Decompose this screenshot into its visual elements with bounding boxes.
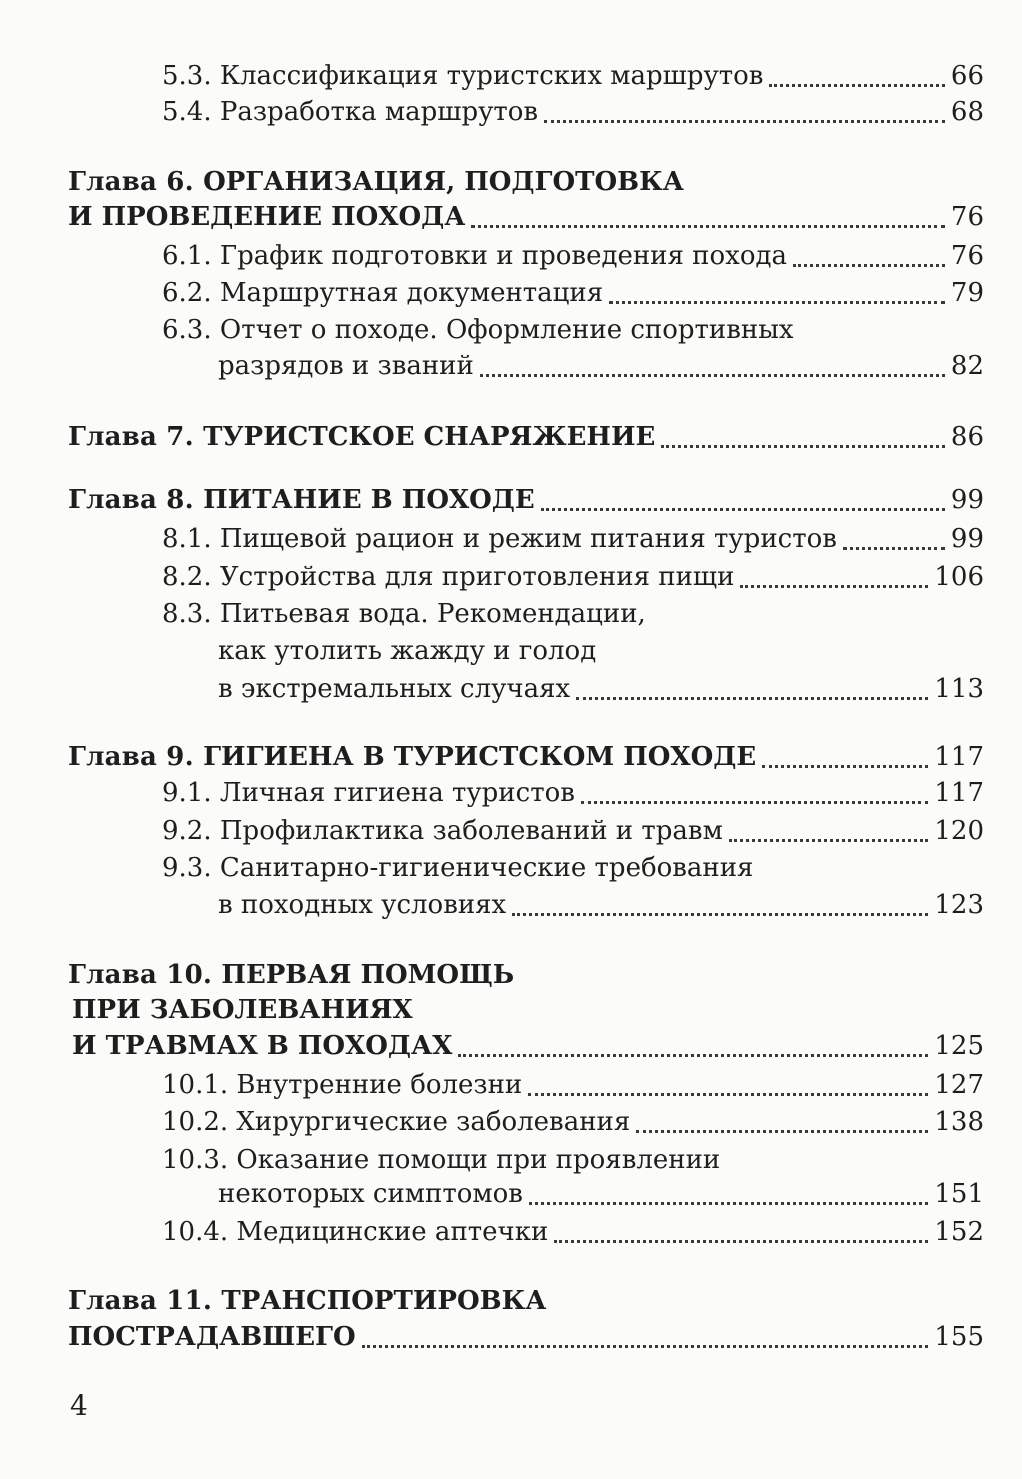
- toc-entry-text: [68, 1318, 358, 1356]
- chapter-title: ПРИ ЗАБОЛЕВАНИЯХ: [72, 995, 413, 1025]
- chapter-title: И ПРОВЕДЕНИЕ ПОХОДА: [68, 202, 466, 232]
- dot-leader: [458, 1054, 928, 1057]
- chapter-title: ТРАНСПОРТИРОВКА: [221, 1286, 547, 1316]
- section-title: 8.1. Пищевой рацион и режим питания туристов: [162, 524, 837, 554]
- page-ref: 82: [950, 351, 984, 381]
- toc-chapter-line[interactable]: [0, 418, 1022, 456]
- chapter-title: ТУРИСТСКОЕ СНАРЯЖЕНИЕ: [203, 422, 656, 452]
- page-ref: 120: [934, 816, 984, 846]
- toc-chapter-line[interactable]: [0, 956, 1022, 994]
- dot-leader: [528, 1093, 928, 1096]
- section-title: 9.2. Профилактика заболеваний и травм: [162, 816, 723, 846]
- dot-leader: [740, 585, 928, 588]
- page-ref: 76: [950, 202, 984, 232]
- toc-entry-text: [162, 237, 789, 275]
- page-ref: 151: [934, 1179, 984, 1209]
- toc-section-line[interactable]: [0, 849, 1022, 887]
- page-ref: 113: [934, 674, 984, 704]
- toc-section-line[interactable]: [0, 886, 1022, 924]
- toc-section-line[interactable]: [0, 274, 1022, 312]
- chapter-label: Глава 7.: [68, 422, 204, 452]
- toc-entry-text: [68, 1282, 548, 1320]
- page-ref: 138: [934, 1107, 984, 1137]
- toc-section-line[interactable]: [0, 237, 1022, 275]
- toc-chapter-line[interactable]: [0, 163, 1022, 201]
- toc-entry-text: [162, 274, 605, 312]
- toc-entry-text: [68, 956, 516, 994]
- toc-section-line[interactable]: [0, 1213, 1022, 1251]
- page-ref: 76: [950, 241, 984, 271]
- toc-section-line[interactable]: [0, 93, 1022, 131]
- page-ref: 86: [950, 422, 984, 452]
- toc-section-line[interactable]: [0, 1141, 1022, 1179]
- toc-entry-text: [68, 418, 657, 456]
- section-title: 5.3. Классификация туристских маршрутов: [162, 61, 764, 91]
- page-ref: 155: [934, 1322, 984, 1352]
- toc-entry-text: [162, 520, 839, 558]
- dot-leader: [729, 839, 928, 842]
- dot-leader: [541, 508, 945, 511]
- chapter-label: Глава 8.: [68, 485, 204, 515]
- page-ref: 79: [950, 278, 984, 308]
- dot-leader: [793, 264, 945, 267]
- toc-section-line[interactable]: [0, 57, 1022, 95]
- page-number: 4: [70, 1389, 88, 1422]
- section-title: 6.1. График подготовки и проведения похода: [162, 241, 787, 271]
- dot-leader: [529, 1202, 928, 1205]
- section-title: разрядов и званий: [218, 351, 474, 381]
- toc-entry-text: [162, 93, 540, 131]
- section-title: как утолить жажду и голод: [218, 636, 597, 666]
- chapter-title: ГИГИЕНА В ТУРИСТСКОМ ПОХОДЕ: [203, 742, 757, 772]
- dot-leader: [636, 1130, 928, 1133]
- section-title: 10.1. Внутренние болезни: [162, 1070, 523, 1100]
- page-ref: 127: [934, 1070, 984, 1100]
- chapter-title: ПОСТРАДАВШЕГО: [68, 1322, 356, 1352]
- dot-leader: [581, 801, 928, 804]
- toc-section-line[interactable]: [0, 1103, 1022, 1141]
- toc-entry-text: [218, 670, 572, 708]
- page-ref: 125: [934, 1031, 984, 1061]
- page-ref: 152: [934, 1217, 984, 1247]
- dot-leader: [480, 374, 945, 377]
- toc-entry-text: [162, 57, 765, 95]
- toc-entry-text: [218, 347, 476, 385]
- section-title: некоторых симптомов: [218, 1179, 523, 1209]
- section-title: 9.3. Санитарно-гигиенические требования: [162, 853, 754, 883]
- toc-entry-text: [162, 1213, 550, 1251]
- toc-section-line[interactable]: [0, 595, 1022, 633]
- toc-section-line[interactable]: [0, 1066, 1022, 1104]
- toc-entry-text: [162, 849, 755, 887]
- dot-leader: [512, 913, 928, 916]
- toc-section-line[interactable]: [0, 311, 1022, 349]
- toc-chapter-line[interactable]: [0, 1027, 1022, 1065]
- chapter-title: И ТРАВМАХ В ПОХОДАХ: [72, 1031, 453, 1061]
- page-ref: 106: [934, 562, 984, 592]
- page-ref: 68: [950, 97, 984, 127]
- toc-entry-text: [162, 311, 796, 349]
- dot-leader: [554, 1240, 928, 1243]
- toc-entry-text: [218, 886, 508, 924]
- chapter-title: ПИТАНИЕ В ПОХОДЕ: [203, 485, 535, 515]
- dot-leader: [762, 765, 928, 768]
- chapter-label: Глава 10.: [68, 960, 222, 990]
- toc-section-line[interactable]: [0, 347, 1022, 385]
- section-title: в походных условиях: [218, 890, 507, 920]
- dot-leader: [576, 697, 928, 700]
- toc-entry-text: [162, 1066, 524, 1104]
- page-ref: 66: [950, 61, 984, 91]
- dot-leader: [544, 120, 945, 123]
- section-title: в экстремальных случаях: [218, 674, 571, 704]
- toc-entry-text: [162, 812, 725, 850]
- dot-leader: [661, 445, 945, 448]
- toc-section-line[interactable]: [0, 558, 1022, 596]
- toc-entry-text: [162, 1103, 632, 1141]
- toc-entry-text: [68, 198, 467, 236]
- toc-section-line[interactable]: [0, 774, 1022, 812]
- section-title: 10.2. Хирургические заболевания: [162, 1107, 631, 1137]
- dot-leader: [769, 84, 945, 87]
- toc-section-line[interactable]: [0, 812, 1022, 850]
- toc-section-line[interactable]: [0, 670, 1022, 708]
- toc-entry-text: [162, 774, 577, 812]
- section-title: 8.2. Устройства для приготовления пищи: [162, 562, 735, 592]
- toc-entry-text: [162, 1141, 722, 1179]
- toc-chapter-line[interactable]: [0, 1282, 1022, 1320]
- dot-leader: [609, 301, 945, 304]
- toc-chapter-line[interactable]: [0, 481, 1022, 519]
- toc-entry-text: [72, 991, 415, 1029]
- section-title: 6.3. Отчет о походе. Оформление спортивных: [162, 315, 794, 345]
- dot-leader: [471, 225, 945, 228]
- chapter-label: Глава 11.: [68, 1286, 222, 1316]
- toc-entry-text: [68, 163, 686, 201]
- page-ref: 123: [934, 890, 984, 920]
- toc-section-line[interactable]: [0, 632, 1022, 670]
- section-title: 5.4. Разработка маршрутов: [162, 97, 539, 127]
- page-ref: 117: [934, 742, 984, 772]
- page-ref: 117: [934, 778, 984, 808]
- toc-entry-text: [162, 558, 736, 596]
- toc-chapter-line[interactable]: [0, 991, 1022, 1029]
- toc-entry-text: [68, 738, 758, 776]
- toc-chapter-line[interactable]: [0, 738, 1022, 776]
- toc-entry-text: [72, 1027, 454, 1065]
- toc-entry-text: [218, 1175, 525, 1213]
- chapter-title: ПЕРВАЯ ПОМОЩЬ: [221, 960, 515, 990]
- chapter-title: ОРГАНИЗАЦИЯ, ПОДГОТОВКА: [203, 167, 684, 197]
- toc-section-line[interactable]: [0, 1175, 1022, 1213]
- section-title: 9.1. Личная гигиена туристов: [162, 778, 575, 808]
- section-title: 8.3. Питьевая вода. Рекомендации,: [162, 599, 646, 629]
- page-ref: 99: [950, 524, 984, 554]
- toc-chapter-line[interactable]: [0, 198, 1022, 236]
- chapter-label: Глава 9.: [68, 742, 204, 772]
- dot-leader: [362, 1345, 928, 1348]
- dot-leader: [843, 547, 945, 550]
- chapter-label: Глава 6.: [68, 167, 204, 197]
- section-title: 10.4. Медицинские аптечки: [162, 1217, 549, 1247]
- toc-section-line[interactable]: [0, 520, 1022, 558]
- page-ref: 99: [950, 485, 984, 515]
- toc-entry-text: [218, 632, 598, 670]
- section-title: 6.2. Маршрутная документация: [162, 278, 604, 308]
- toc-entry-text: [68, 481, 537, 519]
- toc-entry-text: [162, 595, 648, 633]
- toc-chapter-line[interactable]: [0, 1318, 1022, 1356]
- section-title: 10.3. Оказание помощи при проявлении: [162, 1145, 721, 1175]
